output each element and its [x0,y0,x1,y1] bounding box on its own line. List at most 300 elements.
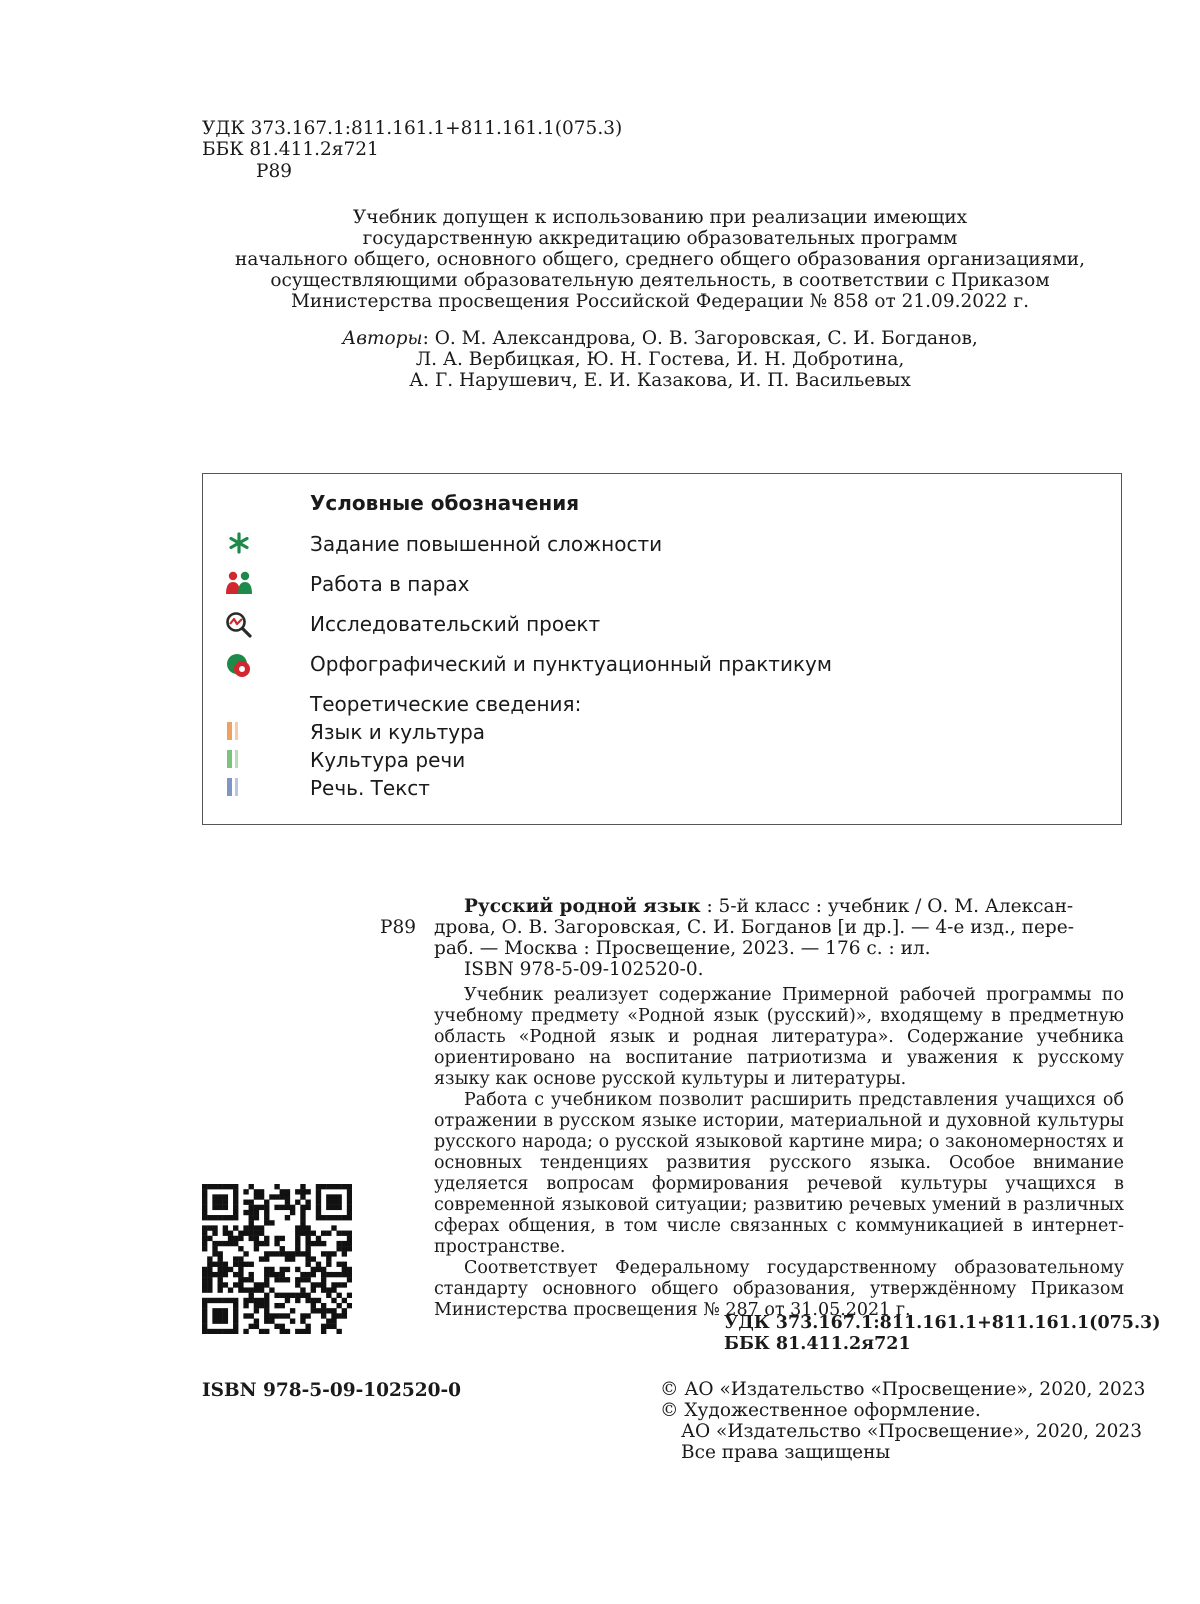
qr-module [254,1246,259,1251]
qr-module [280,1329,285,1334]
qr-module [300,1189,305,1194]
qr-module [316,1215,321,1220]
qr-module [243,1189,248,1194]
qr-module [295,1277,300,1282]
qr-module [249,1205,254,1210]
qr-module [326,1194,331,1199]
qr-module [305,1277,310,1282]
qr-module [212,1313,217,1318]
qr-module [238,1272,243,1277]
qr-module [254,1241,259,1246]
qr-module [336,1313,341,1318]
qr-module [223,1241,228,1246]
qr-module [331,1282,336,1287]
qr-module [243,1298,248,1303]
qr-module [243,1287,248,1292]
qr-module [243,1262,248,1267]
qr-module [259,1194,264,1199]
qr-module [207,1298,212,1303]
qr-module [238,1287,243,1292]
legend-item-pair-work: Работа в парах [310,572,470,596]
qr-module [285,1215,290,1220]
copyright-line-3: АО «Издательство «Просвещение», 2020, 2023 [681,1421,1142,1442]
qr-module [347,1277,352,1282]
qr-module [274,1205,279,1210]
authors-line-3: А. Г. Нарушевич, Е. И. Казакова, И. П. Васильевых [409,370,911,391]
qr-module [295,1225,300,1230]
qr-module [331,1308,336,1313]
qr-code [202,1184,352,1334]
qr-module [295,1246,300,1251]
qr-module [347,1303,352,1308]
qr-module [305,1298,310,1303]
qr-module [295,1189,300,1194]
qr-module [311,1308,316,1313]
qr-module [269,1194,274,1199]
qr-module [264,1241,269,1246]
qr-module [212,1272,217,1277]
qr-module [305,1313,310,1318]
qr-module [274,1313,279,1318]
footer-copyright [660,1379,1145,1463]
qr-module [223,1329,228,1334]
qr-module [202,1287,207,1292]
catalog-line-1 [434,896,1124,917]
qr-module [218,1318,223,1323]
qr-module [300,1210,305,1215]
header-bbk: ББК 81.411.2я721 [202,139,379,160]
qr-module [295,1298,300,1303]
qr-module [264,1308,269,1313]
qr-module [233,1262,238,1267]
qr-module [212,1200,217,1205]
qr-module [249,1298,254,1303]
qr-module [326,1200,331,1205]
authors-line-1 [200,328,1120,349]
catalog-classification [724,1313,1161,1355]
qr-module [285,1267,290,1272]
qr-module [285,1277,290,1282]
qr-module [238,1282,243,1287]
qr-module [305,1241,310,1246]
qr-module [290,1205,295,1210]
qr-module [212,1246,217,1251]
qr-module [243,1313,248,1318]
qr-module [321,1184,326,1189]
qr-module [249,1231,254,1236]
qr-module [259,1282,264,1287]
qr-module [254,1194,259,1199]
qr-module [331,1225,336,1230]
qr-module [336,1200,341,1205]
qr-module [218,1194,223,1199]
qr-module [207,1225,212,1230]
qr-module [300,1329,305,1334]
qr-module [290,1251,295,1256]
qr-module [223,1298,228,1303]
qr-module [233,1184,238,1189]
qr-module [326,1251,331,1256]
qr-module [218,1241,223,1246]
qr-module [331,1184,336,1189]
qr-module [347,1194,352,1199]
qr-module [305,1225,310,1230]
qr-module [212,1262,217,1267]
qr-module [254,1210,259,1215]
qr-module [305,1236,310,1241]
qr-module [202,1189,207,1194]
qr-module [249,1184,254,1189]
qr-module [342,1241,347,1246]
qr-module [238,1262,243,1267]
qr-module [321,1251,326,1256]
qr-module [202,1236,207,1241]
catalog-line-1-rest: : 5-й класс : учебник / О. М. Алексан- [700,896,1074,917]
qr-module [218,1329,223,1334]
legend-theory-speech-text: Речь. Текст [310,776,430,800]
qr-module [254,1287,259,1292]
qr-module [336,1272,341,1277]
qr-module [212,1215,217,1220]
catalog-annotation [434,985,1124,1321]
qr-module [336,1329,341,1334]
qr-module [280,1246,285,1251]
qr-module [269,1267,274,1272]
qr-module [207,1184,212,1189]
qr-module [326,1231,331,1236]
legend-item-hard-task: Задание повышенной сложности [310,532,663,556]
qr-module [274,1324,279,1329]
qr-module [264,1298,269,1303]
qr-module [233,1236,238,1241]
qr-module [300,1184,305,1189]
qr-module [295,1293,300,1298]
qr-module [342,1272,347,1277]
copyright-line-2: © Художественное оформление. [660,1400,981,1421]
qr-module [218,1184,223,1189]
qr-module [269,1220,274,1225]
asterisk-icon [227,531,251,555]
qr-module [223,1194,228,1199]
qr-module [264,1251,269,1256]
qr-module [305,1329,310,1334]
qr-module [243,1277,248,1282]
qr-module [212,1298,217,1303]
qr-module [347,1246,352,1251]
qr-module [243,1329,248,1334]
qr-module [233,1189,238,1194]
qr-module [218,1308,223,1313]
qr-module [331,1287,336,1292]
copyright-line-1: © АО «Издательство «Просвещение», 2020, 2023 [660,1379,1146,1400]
qr-module [311,1272,316,1277]
qr-module [249,1225,254,1230]
qr-module [264,1303,269,1308]
qr-module [274,1303,279,1308]
legend-theory-language-culture: Язык и культура [310,720,486,744]
qr-module [321,1303,326,1308]
qr-module [238,1267,243,1272]
qr-module [259,1303,264,1308]
qr-module [316,1184,321,1189]
qr-module [249,1236,254,1241]
qr-module [311,1282,316,1287]
qr-module [202,1308,207,1313]
spelling-practice-icon [225,652,253,680]
qr-module [347,1210,352,1215]
qr-module [264,1210,269,1215]
qr-module [212,1184,217,1189]
qr-module [254,1318,259,1323]
qr-module [223,1313,228,1318]
qr-module [311,1231,316,1236]
qr-module [249,1287,254,1292]
qr-module [336,1246,341,1251]
qr-module [300,1277,305,1282]
qr-module [336,1293,341,1298]
qr-module [305,1272,310,1277]
qr-module [274,1194,279,1199]
qr-module [336,1241,341,1246]
legend-box [202,473,1122,825]
catalog-line-3: раб. — Москва : Просвещение, 2023. — 176 с. : ил. [434,938,931,959]
qr-module [295,1241,300,1246]
qr-module [316,1241,321,1246]
qr-module [218,1256,223,1261]
qr-module [311,1303,316,1308]
qr-module [223,1184,228,1189]
qr-module [238,1236,243,1241]
footer-isbn: ISBN 978-5-09-102520-0 [202,1380,462,1401]
qr-module [202,1194,207,1199]
qr-module [202,1272,207,1277]
qr-module [280,1293,285,1298]
qr-module [218,1200,223,1205]
qr-module [305,1246,310,1251]
qr-module [347,1272,352,1277]
qr-module [311,1267,316,1272]
qr-module [233,1329,238,1334]
qr-module [243,1303,248,1308]
qr-module [223,1262,228,1267]
qr-module [207,1236,212,1241]
qr-module [212,1231,217,1236]
qr-module [280,1236,285,1241]
qr-module [280,1189,285,1194]
annotation-paragraph: Работа с учебником позволит расширить представления учащихся об отражении в русском языке истории, материальной и духовной культуры русского народа; о русской языковой картине мира; о закономерностях и основных тенденциях развития русского языка. Особое внимание уделяется вопросам формирования речевой культуры учащихся в современной языковой ситуации; развитию речевых умений в различных сферах общения, в том числе связанных с коммуникацией в интернет-пространстве. [434,1090,1124,1257]
qr-module [223,1318,228,1323]
qr-module [249,1215,254,1220]
qr-module [331,1200,336,1205]
authors-line-2: Л. А. Вербицкая, Ю. Н. Гостева, И. Н. Добротина, [415,349,905,370]
qr-module [347,1236,352,1241]
qr-module [295,1231,300,1236]
qr-module [264,1205,269,1210]
qr-module [218,1205,223,1210]
qr-module [254,1189,259,1194]
qr-module [207,1256,212,1261]
qr-module [342,1313,347,1318]
qr-module [311,1287,316,1292]
qr-module [207,1287,212,1292]
qr-module [331,1324,336,1329]
qr-module [326,1324,331,1329]
catalog-code: Р89 [380,917,416,938]
qr-module [249,1324,254,1329]
qr-module [300,1272,305,1277]
catalog-udk: УДК 373.167.1:811.161.1+811.161.1(075.3) [724,1313,1161,1333]
qr-module [336,1184,341,1189]
qr-module [218,1262,223,1267]
qr-module [233,1215,238,1220]
qr-module [300,1205,305,1210]
qr-module [336,1194,341,1199]
qr-module [202,1205,207,1210]
qr-module [269,1318,274,1323]
qr-module [254,1231,259,1236]
qr-module [264,1200,269,1205]
qr-module [342,1282,347,1287]
qr-module [280,1272,285,1277]
qr-module [218,1282,223,1287]
qr-module [233,1205,238,1210]
qr-module [223,1205,228,1210]
qr-module [249,1262,254,1267]
header-udk: УДК 373.167.1:811.161.1+811.161.1(075.3) [202,118,623,139]
qr-module [264,1256,269,1261]
qr-module [331,1313,336,1318]
qr-module [342,1267,347,1272]
qr-module [259,1287,264,1292]
qr-module [326,1205,331,1210]
qr-module [223,1267,228,1272]
qr-module [233,1298,238,1303]
qr-module [316,1194,321,1199]
qr-module [274,1251,279,1256]
qr-module [218,1215,223,1220]
qr-module [233,1313,238,1318]
qr-module [212,1251,217,1256]
qr-module [331,1215,336,1220]
qr-module [264,1277,269,1282]
qr-module [280,1267,285,1272]
qr-module [228,1215,233,1220]
qr-module [285,1298,290,1303]
qr-module [212,1194,217,1199]
qr-module [336,1262,341,1267]
qr-module [207,1329,212,1334]
qr-module [274,1272,279,1277]
qr-module [259,1225,264,1230]
qr-module [342,1308,347,1313]
qr-module [326,1215,331,1220]
qr-module [300,1287,305,1292]
qr-module [280,1313,285,1318]
qr-module [243,1200,248,1205]
qr-module [274,1293,279,1298]
authors-label: Авторы [342,328,423,349]
qr-module [331,1205,336,1210]
qr-module [316,1262,321,1267]
qr-module [218,1277,223,1282]
qr-module [316,1205,321,1210]
qr-module [285,1313,290,1318]
qr-module [233,1318,238,1323]
qr-module [305,1324,310,1329]
qr-module [321,1277,326,1282]
qr-module [300,1220,305,1225]
qr-module [295,1200,300,1205]
qr-module [336,1205,341,1210]
qr-module [321,1231,326,1236]
qr-module [321,1215,326,1220]
qr-module [347,1293,352,1298]
approval-line: государственную аккредитацию образовательных программ [362,228,958,249]
qr-module [321,1241,326,1246]
qr-module [274,1277,279,1282]
qr-module [233,1324,238,1329]
qr-module [316,1189,321,1194]
qr-module [223,1231,228,1236]
approval-line: Учебник допущен к использованию при реализации имеющих [352,207,968,228]
qr-module [233,1308,238,1313]
qr-module [321,1267,326,1272]
qr-module [243,1210,248,1215]
qr-module [285,1251,290,1256]
qr-module [316,1236,321,1241]
qr-module [218,1251,223,1256]
qr-module [326,1262,331,1267]
qr-module [249,1220,254,1225]
qr-module [300,1251,305,1256]
qr-module [285,1205,290,1210]
qr-module [264,1313,269,1318]
qr-module [254,1225,259,1230]
qr-module [202,1267,207,1272]
qr-module [331,1251,336,1256]
qr-module [228,1241,233,1246]
qr-module [336,1231,341,1236]
qr-module [259,1329,264,1334]
qr-module [228,1236,233,1241]
qr-module [269,1313,274,1318]
qr-module [316,1308,321,1313]
qr-module [321,1329,326,1334]
catalog-line-2: дрова, О. В. Загоровская, С. И. Богданов [и др.]. — 4-е изд., пере- [434,917,1074,938]
qr-module [228,1267,233,1272]
qr-module [212,1308,217,1313]
qr-module [347,1189,352,1194]
qr-module [218,1313,223,1318]
qr-module [347,1241,352,1246]
catalog-title: Русский родной язык [464,896,701,917]
pair-work-icon [225,570,253,596]
qr-module [331,1194,336,1199]
qr-module [295,1267,300,1272]
qr-module [202,1298,207,1303]
qr-module [254,1308,259,1313]
qr-module [212,1205,217,1210]
qr-module [259,1189,264,1194]
qr-module [321,1282,326,1287]
qr-module [218,1298,223,1303]
qr-module [228,1287,233,1292]
qr-module [285,1256,290,1261]
qr-module [311,1256,316,1261]
qr-module [300,1318,305,1323]
legend-theory-speech-culture: Культура речи [310,748,466,772]
qr-module [342,1251,347,1256]
